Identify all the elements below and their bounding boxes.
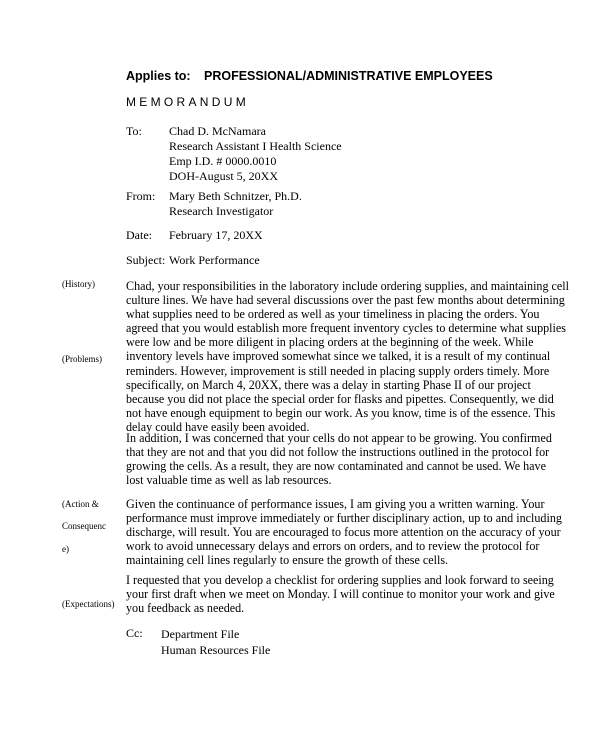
body-paragraph-2 — [126, 431, 552, 488]
from-label: From: — [126, 189, 156, 203]
paragraph-line: culture lines. We have had several discussions over the past few months about determining — [126, 293, 565, 308]
body-paragraph-3 — [126, 497, 562, 568]
margin-note-problems: (Problems) — [62, 354, 102, 364]
subject-label: Subject: — [126, 253, 166, 267]
paragraph-line: were low and be more diligent in placing orders at the beginning of the week. While — [126, 335, 534, 350]
paragraph-line: I requested that you develop a checklist for ordering supplies and look forward to seeing — [126, 573, 554, 587]
paragraph-line: what supplies need to be ordered as well as your timeliness in placing the orders. You — [126, 307, 540, 322]
body-paragraph-4 — [126, 573, 555, 616]
paragraph-line: because you did not place the special order for flasks and pipettes. Consequently, we did — [126, 391, 554, 406]
cc-block — [161, 626, 270, 658]
margin-note-action-2: Consequenc — [62, 521, 106, 531]
to-doh: DOH-August 5, 20XX — [169, 169, 278, 183]
paragraph-line: Given the continuance of performance issues, I am giving you a written warning. Your — [126, 497, 545, 511]
margin-note-action-3: e) — [62, 544, 69, 554]
paragraph-line: In addition, I was concerned that your cells do not appear to be growing. You confirmed — [126, 431, 552, 445]
paragraph-line: not have enough equipment to begin our work. As you know, time is of the essence. This — [126, 405, 556, 420]
applies-to-label: Applies to: — [126, 69, 191, 83]
paragraph-line: specifically, on March 4, 20XX, there was a delay in starting Phase II of our project — [126, 377, 531, 392]
applies-to-value: PROFESSIONAL/ADMINISTRATIVE EMPLOYEES — [204, 69, 493, 83]
margin-note-expectations: (Expectations) — [62, 599, 115, 609]
to-label: To: — [126, 124, 142, 138]
paragraph-line: discharge, will result. You are encouraged to focus more attention on the accuracy of your — [126, 525, 561, 540]
paragraph-line: performance must improve immediately or further disciplinary action, up to and including — [126, 511, 562, 526]
paragraph-line: inventory levels have improved somewhat since we talked, it is a result of my continual — [126, 349, 551, 364]
paragraph-line: that they are not and that you did not follow the instructions outlined in the protocol for — [126, 445, 550, 460]
to-name: Chad D. McNamara — [169, 124, 266, 138]
margin-note-action-1: (Action & — [62, 499, 99, 509]
subject-value: Work Performance — [169, 253, 260, 267]
body-paragraph-1 — [126, 279, 570, 434]
from-name: Mary Beth Schnitzer, Ph.D. — [169, 189, 302, 203]
cc-label: Cc: — [126, 626, 143, 640]
memo-title: MEMORANDUM — [126, 95, 249, 109]
paragraph-line: work to avoid unnecessary delays and errors on orders, and to review the protocol for — [126, 539, 540, 554]
to-title: Research Assistant I Health Science — [169, 139, 342, 153]
from-title: Research Investigator — [169, 204, 274, 218]
to-block — [169, 124, 342, 184]
paragraph-line: growing the cells. As a result, they are now contaminated and cannot be used. We have — [126, 459, 546, 474]
date-value: February 17, 20XX — [169, 228, 263, 242]
paragraph-line: Chad, your responsibilities in the laboratory include ordering supplies, and maintaining cell — [126, 279, 570, 293]
paragraph-line: reminders. However, improvement is still needed in placing supply orders timely. More — [126, 363, 550, 378]
cc-department-file: Department File — [161, 627, 240, 641]
paragraph-line: agreed that you would establish more frequent inventory cycles to determine what supplies — [126, 321, 566, 336]
date-label: Date: — [126, 228, 152, 242]
paragraph-line: maintaining cell lines regularly to ensure the growth of these cells. — [126, 553, 449, 568]
from-block — [169, 189, 302, 219]
applies-to-line — [126, 69, 493, 83]
cc-hr-file: Human Resources File — [161, 643, 271, 657]
to-emp-id: Emp I.D. # 0000.0010 — [169, 154, 277, 168]
paragraph-line: you feedback as needed. — [126, 601, 245, 616]
margin-note-history: (History) — [62, 279, 95, 289]
paragraph-line: lost valuable time as well as lab resources. — [126, 473, 332, 488]
paragraph-line: delay could have easily been avoided. — [126, 419, 310, 434]
paragraph-line: your first draft when we meet on Monday. I will continue to monitor your work and give — [126, 587, 555, 602]
